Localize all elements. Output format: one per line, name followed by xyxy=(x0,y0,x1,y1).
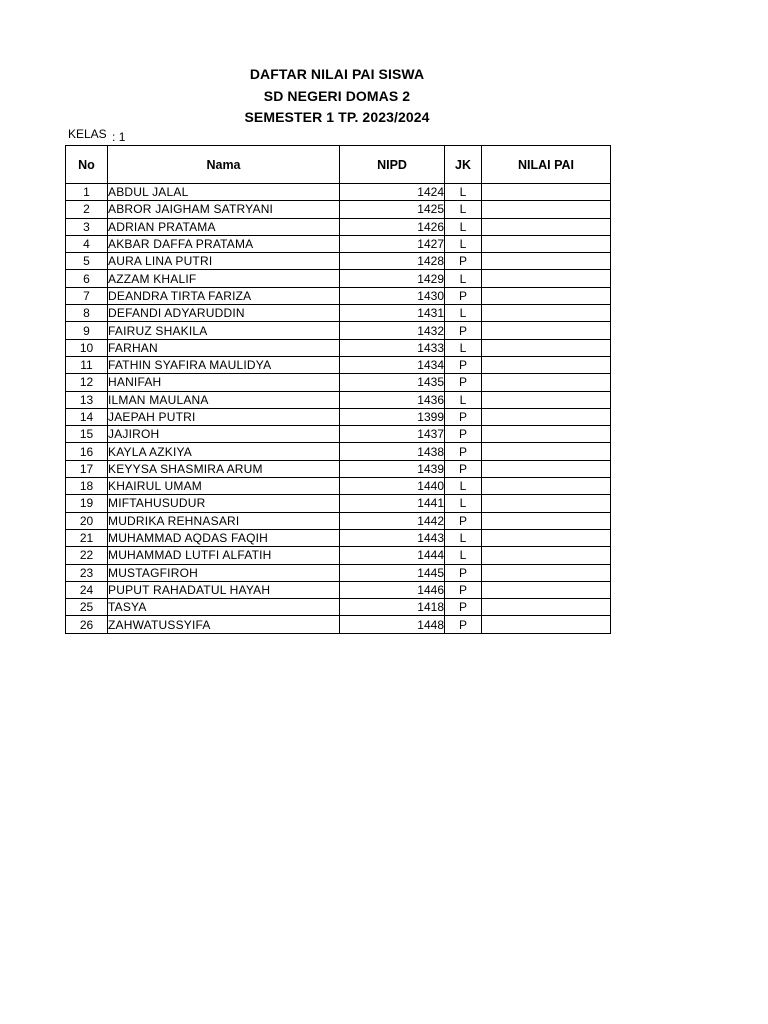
kelas-label: KELAS xyxy=(68,127,107,141)
cell-nipd: 1446 xyxy=(340,581,445,598)
cell-nama: DEANDRA TIRTA FARIZA xyxy=(108,287,340,304)
table-row xyxy=(66,322,611,339)
table-body xyxy=(66,184,611,634)
cell-jk: P xyxy=(445,512,482,529)
table-row xyxy=(66,616,611,633)
cell-nilai-pai[interactable] xyxy=(482,305,611,322)
cell-no: 1 xyxy=(66,184,108,201)
cell-no: 18 xyxy=(66,478,108,495)
cell-nilai-pai[interactable] xyxy=(482,512,611,529)
table-row xyxy=(66,581,611,598)
cell-nama: AKBAR DAFFA PRATAMA xyxy=(108,235,340,252)
cell-jk: L xyxy=(445,391,482,408)
cell-nipd: 1441 xyxy=(340,495,445,512)
cell-nipd: 1426 xyxy=(340,218,445,235)
cell-no: 12 xyxy=(66,374,108,391)
cell-nipd: 1424 xyxy=(340,184,445,201)
cell-nipd: 1442 xyxy=(340,512,445,529)
cell-nama: KHAIRUL UMAM xyxy=(108,478,340,495)
cell-jk: L xyxy=(445,235,482,252)
cell-nama: JAJIROH xyxy=(108,426,340,443)
title-line-2: SD NEGERI DOMAS 2 xyxy=(263,87,411,104)
cell-no: 20 xyxy=(66,512,108,529)
cell-nipd: 1437 xyxy=(340,426,445,443)
cell-nama: ABDUL JALAL xyxy=(108,184,340,201)
table-row xyxy=(66,374,611,391)
cell-nipd: 1429 xyxy=(340,270,445,287)
cell-no: 6 xyxy=(66,270,108,287)
cell-jk: L xyxy=(445,495,482,512)
cell-nama: FAIRUZ SHAKILA xyxy=(108,322,340,339)
table-row xyxy=(66,184,611,201)
cell-jk: L xyxy=(445,270,482,287)
cell-no: 2 xyxy=(66,201,108,218)
cell-nama: FARHAN xyxy=(108,339,340,356)
cell-nilai-pai[interactable] xyxy=(482,443,611,460)
cell-nilai-pai[interactable] xyxy=(482,616,611,633)
cell-nama: AZZAM KHALIF xyxy=(108,270,340,287)
cell-nama: DEFANDI ADYARUDDIN xyxy=(108,305,340,322)
table-header-row xyxy=(66,146,611,184)
cell-jk: P xyxy=(445,322,482,339)
cell-nipd: 1448 xyxy=(340,616,445,633)
cell-nilai-pai[interactable] xyxy=(482,253,611,270)
table-row xyxy=(66,391,611,408)
cell-nipd: 1435 xyxy=(340,374,445,391)
cell-no: 4 xyxy=(66,235,108,252)
table-row xyxy=(66,253,611,270)
cell-no: 25 xyxy=(66,599,108,616)
kelas-value: : 1 xyxy=(112,130,126,144)
cell-jk: L xyxy=(445,339,482,356)
table-row xyxy=(66,443,611,460)
cell-nipd: 1445 xyxy=(340,564,445,581)
cell-nipd: 1425 xyxy=(340,201,445,218)
title-line-1: DAFTAR NILAI PAI SISWA xyxy=(249,66,425,82)
column-header-nipd: NIPD xyxy=(340,146,445,184)
cell-jk: L xyxy=(445,305,482,322)
cell-no: 11 xyxy=(66,356,108,373)
table-row xyxy=(66,305,611,322)
cell-no: 21 xyxy=(66,529,108,546)
cell-nama: FATHIN SYAFIRA MAULIDYA xyxy=(108,356,340,373)
cell-nipd: 1418 xyxy=(340,599,445,616)
cell-jk: P xyxy=(445,374,482,391)
cell-nilai-pai[interactable] xyxy=(482,235,611,252)
table-row xyxy=(66,270,611,287)
grades-table xyxy=(65,145,611,634)
kelas-line xyxy=(68,127,126,144)
cell-nilai-pai[interactable] xyxy=(482,270,611,287)
cell-jk: L xyxy=(445,547,482,564)
cell-jk: P xyxy=(445,599,482,616)
cell-nipd: 1433 xyxy=(340,339,445,356)
cell-no: 26 xyxy=(66,616,108,633)
table-row xyxy=(66,495,611,512)
cell-nilai-pai[interactable] xyxy=(482,581,611,598)
table-row xyxy=(66,478,611,495)
cell-jk: P xyxy=(445,616,482,633)
cell-nilai-pai[interactable] xyxy=(482,564,611,581)
cell-no: 24 xyxy=(66,581,108,598)
table-row xyxy=(66,339,611,356)
cell-jk: P xyxy=(445,564,482,581)
cell-jk: L xyxy=(445,184,482,201)
cell-nilai-pai[interactable] xyxy=(482,547,611,564)
cell-nilai-pai[interactable] xyxy=(482,408,611,425)
table-row xyxy=(66,529,611,546)
cell-jk: P xyxy=(445,356,482,373)
cell-nilai-pai[interactable] xyxy=(482,426,611,443)
cell-nipd: 1438 xyxy=(340,443,445,460)
table-row xyxy=(66,356,611,373)
cell-nilai-pai[interactable] xyxy=(482,460,611,477)
cell-nilai-pai[interactable] xyxy=(482,339,611,356)
cell-no: 10 xyxy=(66,339,108,356)
cell-nilai-pai[interactable] xyxy=(482,391,611,408)
cell-no: 19 xyxy=(66,495,108,512)
cell-nilai-pai[interactable] xyxy=(482,374,611,391)
column-header-nama: Nama xyxy=(108,146,340,184)
cell-jk: L xyxy=(445,218,482,235)
cell-nama: JAEPAH PUTRI xyxy=(108,408,340,425)
cell-nama: KAYLA AZKIYA xyxy=(108,443,340,460)
cell-jk: P xyxy=(445,426,482,443)
cell-nama: ADRIAN PRATAMA xyxy=(108,218,340,235)
cell-no: 9 xyxy=(66,322,108,339)
cell-nama: MUHAMMAD LUTFI ALFATIH xyxy=(108,547,340,564)
cell-jk: P xyxy=(445,443,482,460)
cell-nilai-pai[interactable] xyxy=(482,218,611,235)
cell-nama: ABROR JAIGHAM SATRYANI xyxy=(108,201,340,218)
title-line-3: SEMESTER 1 TP. 2023/2024 xyxy=(244,109,430,125)
cell-jk: L xyxy=(445,201,482,218)
cell-nama: PUPUT RAHADATUL HAYAH xyxy=(108,581,340,598)
cell-no: 8 xyxy=(66,305,108,322)
cell-no: 17 xyxy=(66,460,108,477)
cell-nipd: 1430 xyxy=(340,287,445,304)
cell-nama: ZAHWATUSSYIFA xyxy=(108,616,340,633)
table-row xyxy=(66,235,611,252)
cell-jk: P xyxy=(445,253,482,270)
cell-nipd: 1431 xyxy=(340,305,445,322)
table-row xyxy=(66,547,611,564)
cell-jk: P xyxy=(445,408,482,425)
table-row xyxy=(66,201,611,218)
cell-no: 7 xyxy=(66,287,108,304)
cell-nipd: 1399 xyxy=(340,408,445,425)
column-header-no: No xyxy=(66,146,108,184)
cell-nilai-pai[interactable] xyxy=(482,478,611,495)
table-row xyxy=(66,599,611,616)
cell-no: 13 xyxy=(66,391,108,408)
cell-nipd: 1439 xyxy=(340,460,445,477)
cell-nama: ILMAN MAULANA xyxy=(108,391,340,408)
cell-nipd: 1434 xyxy=(340,356,445,373)
cell-no: 5 xyxy=(66,253,108,270)
cell-nilai-pai[interactable] xyxy=(482,322,611,339)
cell-nipd: 1427 xyxy=(340,235,445,252)
table-row xyxy=(66,512,611,529)
cell-no: 23 xyxy=(66,564,108,581)
table-row xyxy=(66,426,611,443)
cell-no: 15 xyxy=(66,426,108,443)
cell-nama: MUDRIKA REHNASARI xyxy=(108,512,340,529)
document-title xyxy=(0,64,674,129)
column-header-nilai-pai: NILAI PAI xyxy=(482,146,611,184)
cell-nilai-pai[interactable] xyxy=(482,287,611,304)
cell-no: 22 xyxy=(66,547,108,564)
table-row xyxy=(66,564,611,581)
cell-nilai-pai[interactable] xyxy=(482,201,611,218)
table-row xyxy=(66,460,611,477)
cell-nama: MUSTAGFIROH xyxy=(108,564,340,581)
cell-nama: TASYA xyxy=(108,599,340,616)
cell-nama: AURA LINA PUTRI xyxy=(108,253,340,270)
cell-nipd: 1443 xyxy=(340,529,445,546)
cell-nama: MIFTAHUSUDUR xyxy=(108,495,340,512)
cell-nilai-pai[interactable] xyxy=(482,184,611,201)
cell-nilai-pai[interactable] xyxy=(482,495,611,512)
cell-jk: L xyxy=(445,478,482,495)
cell-no: 3 xyxy=(66,218,108,235)
table-row xyxy=(66,218,611,235)
cell-nama: HANIFAH xyxy=(108,374,340,391)
cell-nama: KEYYSA SHASMIRA ARUM xyxy=(108,460,340,477)
cell-nilai-pai[interactable] xyxy=(482,599,611,616)
cell-jk: L xyxy=(445,529,482,546)
cell-nipd: 1444 xyxy=(340,547,445,564)
cell-no: 16 xyxy=(66,443,108,460)
cell-nilai-pai[interactable] xyxy=(482,529,611,546)
cell-nipd: 1432 xyxy=(340,322,445,339)
table-row xyxy=(66,408,611,425)
cell-nipd: 1440 xyxy=(340,478,445,495)
table-row xyxy=(66,287,611,304)
cell-nilai-pai[interactable] xyxy=(482,356,611,373)
cell-nama: MUHAMMAD AQDAS FAQIH xyxy=(108,529,340,546)
cell-jk: P xyxy=(445,287,482,304)
cell-nipd: 1428 xyxy=(340,253,445,270)
cell-no: 14 xyxy=(66,408,108,425)
column-header-jk: JK xyxy=(445,146,482,184)
cell-jk: P xyxy=(445,581,482,598)
cell-jk: P xyxy=(445,460,482,477)
cell-nipd: 1436 xyxy=(340,391,445,408)
